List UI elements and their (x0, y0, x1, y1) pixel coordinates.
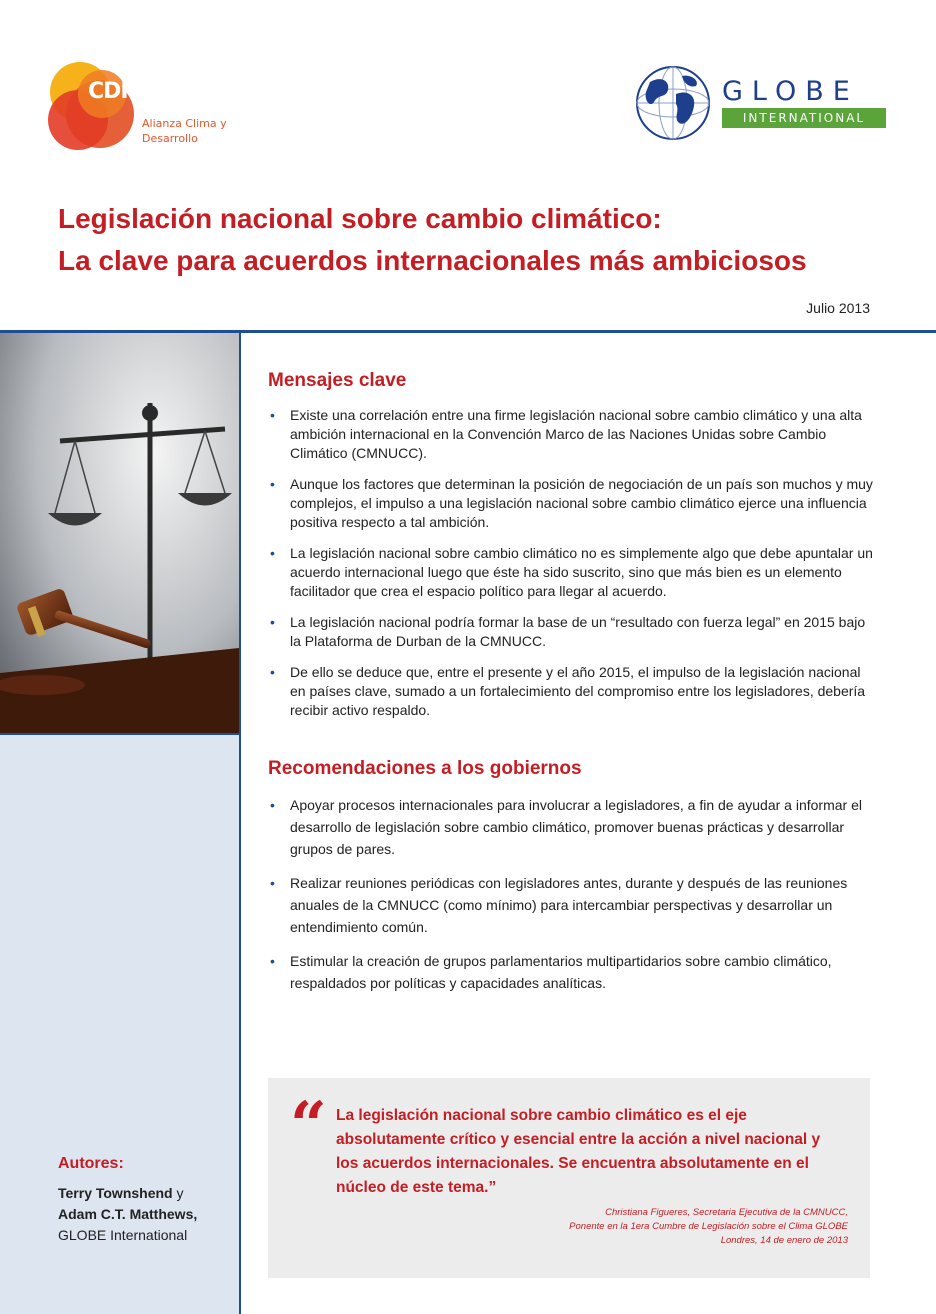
quote-source (569, 1206, 848, 1248)
author-name-2: Adam C.T. Matthews, (58, 1206, 198, 1222)
quote-source-line3: Londres, 14 de enero de 2013 (720, 1235, 848, 1246)
main-content (268, 370, 873, 1006)
cdkn-logo (40, 56, 240, 156)
list-item: • Aunque los factores que determinan la posición de negociación de un país son muchos y muy complejos, el impulso a una legislación nacional sobre cambio climático ejerce una influencia positiva respecto a tal ambición. (268, 475, 873, 532)
author-line-1 (58, 1183, 238, 1204)
quote-source-line1: Christiana Figueres, Secretaria Ejecutiva de la CMNUCC, (605, 1207, 848, 1218)
author-conjunction: y (172, 1185, 184, 1201)
cdkn-tagline-line2: Desarrollo (142, 132, 198, 145)
quote-text: La legislación nacional sobre cambio climático es el eje absolutamente crítico y esencial entre la acción a nivel nacional y los acuerdos internacionales. Se encuentra absolutamente en el núcleo de este tema.” (336, 1107, 821, 1196)
authors-heading: Autores: (58, 1155, 124, 1172)
recommendations-heading: Recomendaciones a los gobiernos (268, 758, 582, 779)
list-item: • Apoyar procesos internacionales para involucrar a legisladores, a fin de ayudar a informar el desarrollo de legislación sobre cambio climático, promover buenas prácticas y desarrollar grupos de pares. (268, 794, 873, 860)
title-line-1: Legislación nacional sobre cambio climático: (58, 203, 662, 234)
title-line-2: La clave para acuerdos internacionales más ambiciosos (58, 245, 807, 276)
globe-international-band: INTERNATIONAL (722, 108, 886, 128)
scales-of-justice-photo (0, 333, 239, 733)
author-organization: GLOBE International (58, 1227, 188, 1243)
page-title (58, 198, 918, 282)
author-name-1: Terry Townshend (58, 1185, 173, 1201)
globe-icon (630, 64, 716, 142)
authors-block (58, 1155, 238, 1246)
cdkn-tagline-line1: Alianza Clima y (142, 117, 227, 130)
recommendations-list (268, 794, 873, 994)
list-item: • De ello se deduce que, entre el presente y el año 2015, el impulso de la legislación nacional en países clave, sumado a un fortalecimiento del compromiso entre los legisladores, debería recibir activo respaldo. (268, 663, 873, 720)
list-item: • Realizar reuniones periódicas con legisladores antes, durante y después de las reuniones anuales de la CMNUCC (como mínimo) para intercambiar perspectivas y desarrollar un entendimiento común. (268, 872, 873, 938)
key-messages-list (268, 406, 873, 720)
recommendations-section (268, 758, 873, 994)
globe-international-logo (630, 64, 890, 144)
list-item: • Estimular la creación de grupos parlamentarios multipartidarios sobre cambio climático, respaldados por políticas y capacidades analíticas. (268, 950, 873, 994)
key-messages-section (268, 370, 873, 720)
key-messages-heading: Mensajes clave (268, 370, 407, 391)
globe-wordmark: GLOBE (722, 76, 859, 107)
quote-source-line2: Ponente en la 1era Cumbre de Legislación sobre el Clima GLOBE (569, 1221, 848, 1232)
cdkn-circles-icon (40, 56, 140, 156)
list-item: • La legislación nacional podría formar la base de un “resultado con fuerza legal” en 2015 bajo la Plataforma de Durban de la CMNUCC. (268, 613, 873, 651)
photo-divider (0, 733, 241, 735)
quote-box (268, 1078, 870, 1278)
publication-date: Julio 2013 (806, 300, 870, 316)
author-line-2 (58, 1204, 238, 1225)
quote-mark-icon: “ (290, 1088, 327, 1163)
cdkn-tagline (142, 116, 227, 146)
cdkn-mark: CDKN (88, 79, 154, 104)
list-item: • La legislación nacional sobre cambio climático no es simplemente algo que debe apuntalar un acuerdo internacional luego que éste ha sido suscrito, sino que más bien es un elemento facilitador que crea el espacio político para llegar al acuerdo. (268, 544, 873, 601)
list-item: • Existe una correlación entre una firme legislación nacional sobre cambio climático y una alta ambición internacional en la Convención Marco de las Naciones Unidas sobre Cambio Climático (CMNUCC). (268, 406, 873, 463)
